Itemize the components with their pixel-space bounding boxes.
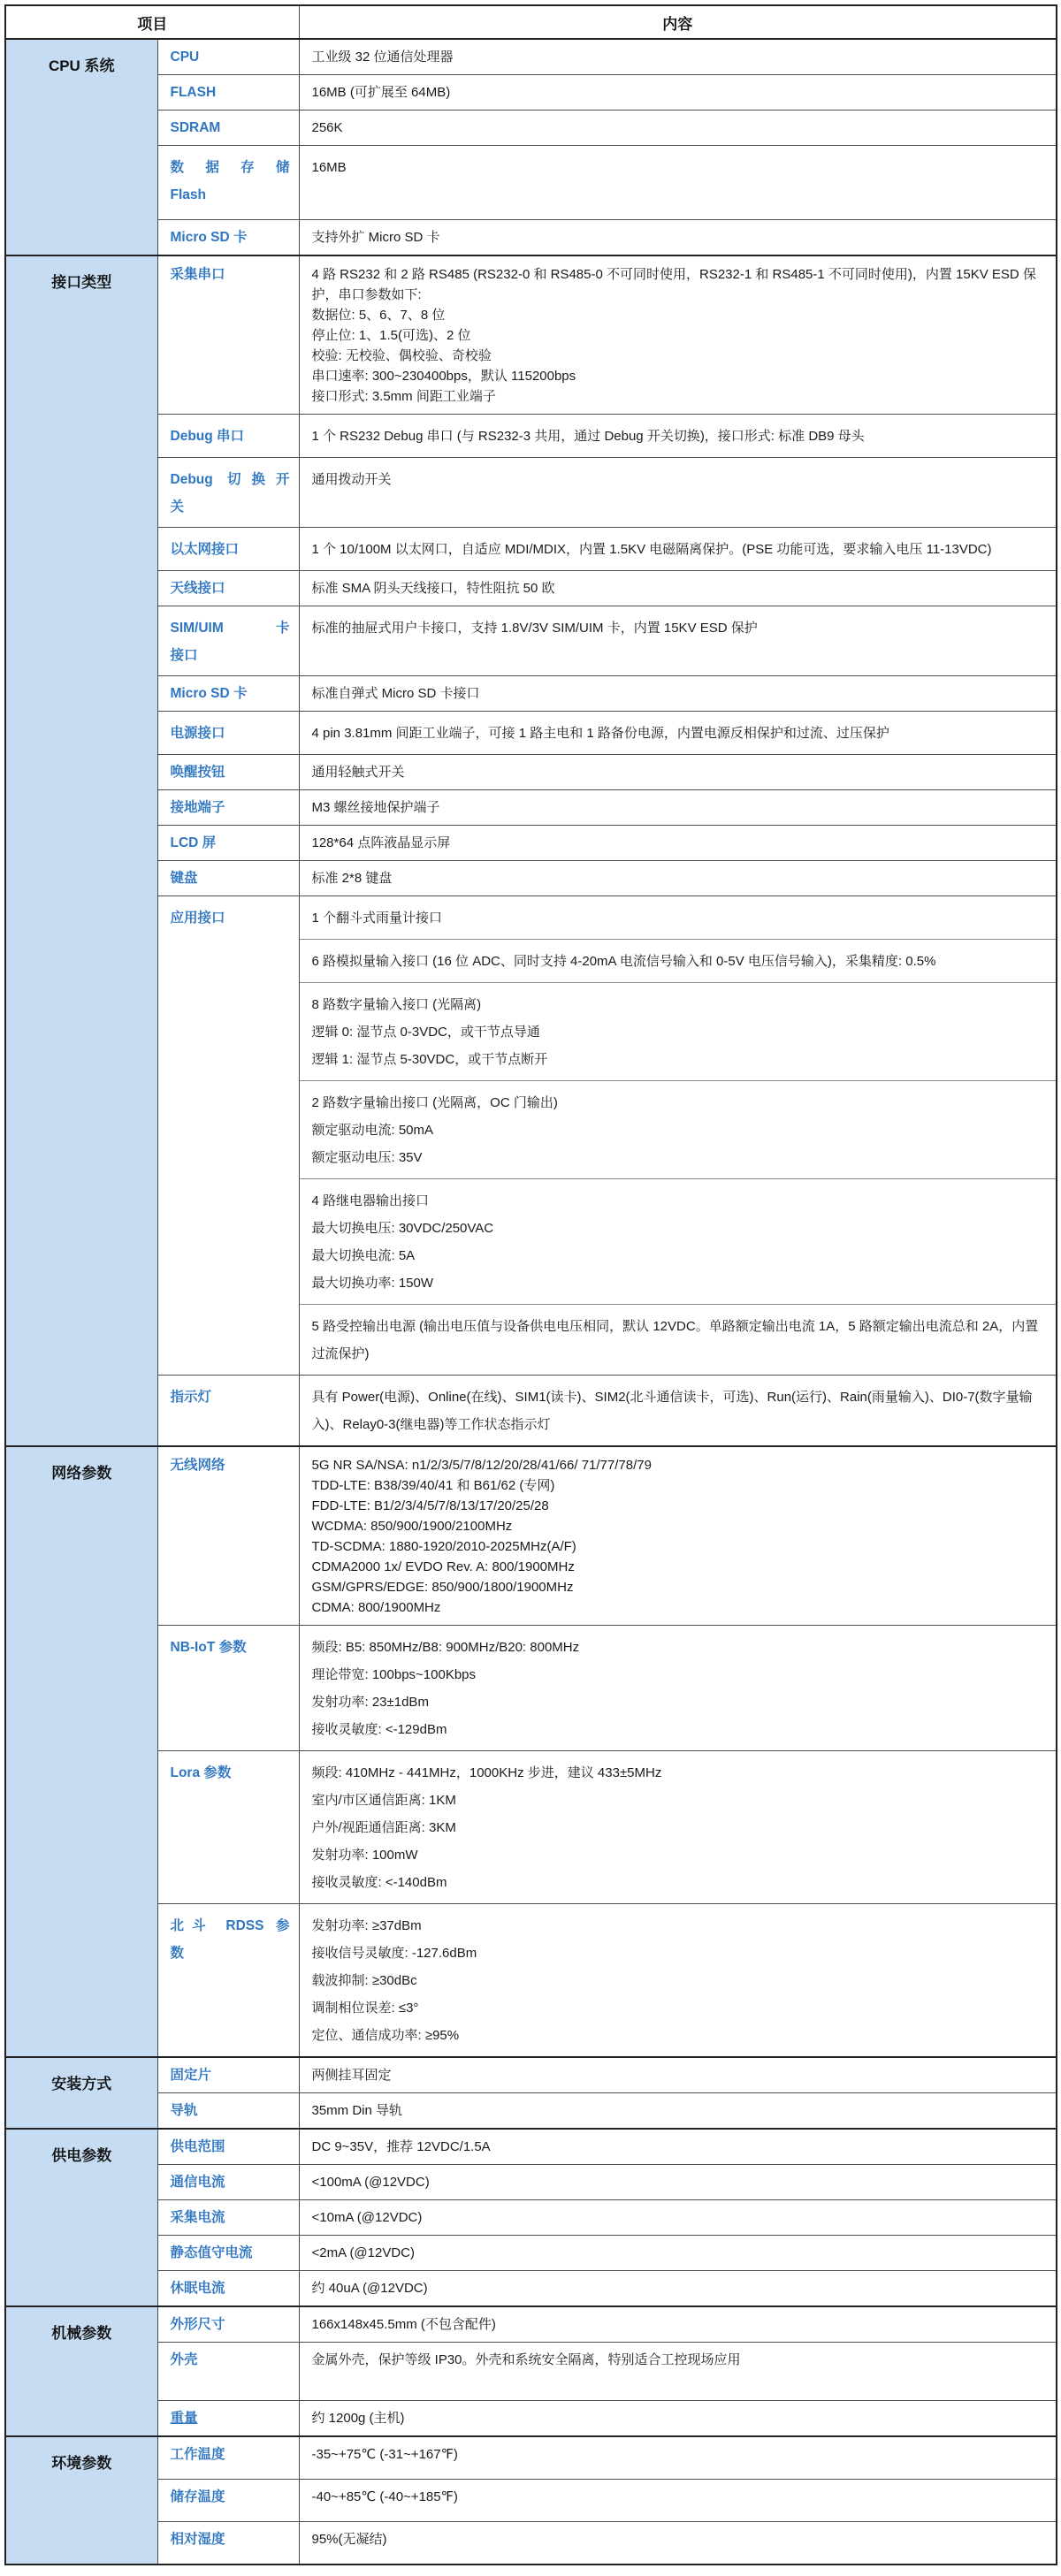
table-row [5, 111, 1057, 146]
table-row [5, 896, 1057, 940]
spec-label-text: 天线接口 [170, 581, 225, 596]
table-row [5, 2401, 1057, 2437]
spec-value [299, 1305, 1057, 1376]
spec-value-line: 接口形式: 3.5mm 间距工业端子 [311, 389, 496, 404]
spec-value [299, 2165, 1057, 2200]
spec-value-line: 35mm Din 导轨 [311, 2103, 403, 2118]
spec-value-line: 标准自弹式 Micro SD 卡接口 [311, 686, 480, 701]
spec-value-line: 标准的抽屉式用户卡接口，支持 1.8V/3V SIM/UIM 卡，内置 15KV ESD 保护 [311, 621, 758, 636]
table-row [5, 1751, 1057, 1904]
table-row [5, 255, 1057, 415]
spec-value-line: 频段: B5: 850MHz/B8: 900MHz/B20: 800MHz [311, 1640, 580, 1655]
spec-value [299, 111, 1057, 146]
spec-label [157, 606, 299, 676]
spec-value [299, 896, 1057, 940]
spec-label-text: 唤醒按钮 [170, 765, 225, 780]
table-row [5, 2165, 1057, 2200]
category-cell [5, 2306, 157, 2436]
spec-value [299, 790, 1057, 826]
spec-label-text: 键盘 [170, 871, 198, 886]
spec-value-line: 8 路数字量输入接口 (光隔离) [311, 997, 482, 1012]
spec-value-line: 128*64 点阵液晶显示屏 [311, 835, 451, 850]
spec-label-text: Debug 切换开 [170, 472, 290, 487]
spec-label [157, 2522, 299, 2565]
spec-label [157, 1626, 299, 1751]
spec-label-text: 储存温度 [170, 2489, 225, 2504]
spec-label [157, 2057, 299, 2093]
spec-value [299, 146, 1057, 220]
table-row [5, 2436, 1057, 2480]
spec-label-text: 接地端子 [170, 800, 225, 815]
spec-label-text: FLASH [170, 85, 217, 100]
spec-label-text: 工作温度 [170, 2447, 225, 2462]
spec-value-line: 6 路模拟量输入接口 (16 位 ADC、同时支持 4-20mA 电流信号输入和 0-5V 电压信号输入)，采集精度: 0.5% [311, 954, 936, 969]
spec-label-text: Debug 串口 [170, 429, 245, 444]
spec-value-line: 校验: 无校验、偶校验、奇校验 [311, 348, 492, 363]
spec-label-text: Flash [170, 187, 206, 202]
category-cell [5, 1446, 157, 2057]
table-row [5, 1376, 1057, 1447]
spec-value-line: 接收信号灵敏度: -127.6dBm [311, 1946, 477, 1961]
spec-value-line: 频段: 410MHz - 441MHz，1000KHz 步进，建议 433±5MHz [311, 1765, 662, 1780]
spec-value-line: 定位、通信成功率: ≥95% [311, 2028, 460, 2043]
spec-value-line: 4 路 RS232 和 2 路 RS485 (RS232-0 和 RS485-0 不可同时使用，RS232-1 和 RS485-1 不可同时使用)，内置 15KV ESD 保护，串口参数如下: [311, 267, 1036, 302]
spec-value [299, 415, 1057, 458]
table-row [5, 2236, 1057, 2271]
table-row [5, 2093, 1057, 2130]
spec-label-text: 通信电流 [170, 2175, 225, 2190]
spec-label-text: 北斗 RDSS 参 [170, 1918, 290, 1933]
table-row [5, 861, 1057, 896]
spec-label-text: 静态值守电流 [170, 2245, 253, 2260]
spec-label-text: 关 [170, 499, 185, 514]
spec-value-line: 支持外扩 Micro SD 卡 [311, 230, 440, 245]
spec-label [157, 1904, 299, 2058]
spec-value-line: WCDMA: 850/900/1900/2100MHz [311, 1519, 513, 1534]
spec-label-text: 数 [170, 1946, 185, 1961]
spec-value-line: 标准 2*8 键盘 [311, 871, 393, 886]
spec-value [299, 1904, 1057, 2058]
spec-value-line: 串口速率: 300~230400bps，默认 115200bps [311, 369, 576, 384]
spec-label [157, 111, 299, 146]
spec-value-line: 标准 SMA 阴头天线接口，特性阻抗 50 欧 [311, 581, 555, 596]
spec-value-line: 载波抑制: ≥30dBc [311, 1973, 417, 1988]
spec-value [299, 1751, 1057, 1904]
spec-value-line: 166x148x45.5mm (不包含配件) [311, 2317, 496, 2332]
spec-value [299, 2200, 1057, 2236]
spec-value-line: 接收灵敏度: <-129dBm [311, 1722, 447, 1737]
spec-label [157, 220, 299, 256]
category-cell [5, 2057, 157, 2129]
spec-value-line: 室内/市区通信距离: 1KM [311, 1793, 456, 1808]
spec-value [299, 2401, 1057, 2437]
spec-label [157, 2165, 299, 2200]
spec-label-text: Micro SD 卡 [170, 686, 248, 701]
table-row [5, 676, 1057, 712]
spec-label [157, 712, 299, 755]
header-cell-item: 项目 [5, 5, 299, 39]
table-row [5, 75, 1057, 111]
spec-label-text: 无线网络 [170, 1458, 225, 1473]
spec-label-text: 固定片 [170, 2068, 212, 2083]
spec-value [299, 1081, 1057, 1179]
spec-value [299, 458, 1057, 528]
spec-value [299, 676, 1057, 712]
spec-value [299, 755, 1057, 790]
table-row [5, 39, 1057, 75]
spec-value [299, 75, 1057, 111]
table-row [5, 790, 1057, 826]
table-row [5, 755, 1057, 790]
spec-label [157, 755, 299, 790]
spec-value-line: 逻辑 1: 湿节点 5-30VDC，或干节点断开 [311, 1052, 548, 1067]
spec-value-line: DC 9~35V，推荐 12VDC/1.5A [311, 2139, 491, 2154]
spec-value-line: <100mA (@12VDC) [311, 2175, 430, 2190]
table-row [5, 1626, 1057, 1751]
table-row [5, 2200, 1057, 2236]
spec-value-line: 95%(无凝结) [311, 2532, 387, 2547]
spec-value-line: 通用轻触式开关 [311, 765, 405, 780]
spec-value-line: 16MB [311, 160, 347, 175]
spec-value [299, 2343, 1057, 2401]
spec-label [157, 39, 299, 75]
spec-value-line: 通用拨动开关 [311, 472, 392, 487]
spec-value [299, 571, 1057, 606]
spec-label [157, 861, 299, 896]
spec-value-line: GSM/GPRS/EDGE: 850/900/1800/1900MHz [311, 1580, 574, 1595]
spec-value-line: <2mA (@12VDC) [311, 2245, 416, 2260]
spec-label [157, 1446, 299, 1626]
spec-label [157, 415, 299, 458]
spec-label [157, 2480, 299, 2522]
table-row [5, 2057, 1057, 2093]
spec-value [299, 2436, 1057, 2480]
table-row [5, 2271, 1057, 2307]
spec-value-line: -40~+85℃ (-40~+185℉) [311, 2489, 458, 2504]
table-row [5, 2306, 1057, 2343]
spec-table-body [5, 39, 1057, 2565]
category-cell [5, 2436, 157, 2565]
spec-value [299, 39, 1057, 75]
spec-label-text: CPU [170, 50, 200, 65]
spec-label [157, 676, 299, 712]
spec-value-line: TDD-LTE: B38/39/40/41 和 B61/62 (专网) [311, 1478, 555, 1493]
spec-label [157, 2236, 299, 2271]
spec-value-line: CDMA: 800/1900MHz [311, 1600, 441, 1615]
spec-label [157, 2129, 299, 2165]
spec-label [157, 75, 299, 111]
spec-value-line: 发射功率: 100mW [311, 1848, 418, 1863]
spec-label-text: Lora 参数 [170, 1765, 232, 1780]
spec-value [299, 2057, 1057, 2093]
spec-label-text: SDRAM [170, 120, 221, 135]
spec-value [299, 255, 1057, 415]
table-row [5, 528, 1057, 571]
spec-label [157, 2271, 299, 2307]
table-row [5, 2522, 1057, 2565]
spec-label [157, 2306, 299, 2343]
spec-label-text: 接口 [170, 648, 198, 663]
spec-label [157, 528, 299, 571]
spec-value-line: 逻辑 0: 湿节点 0-3VDC，或干节点导通 [311, 1025, 540, 1040]
spec-value-line: 4 pin 3.81mm 间距工业端子，可接 1 路主电和 1 路备份电源，内置电源反相保护和过流、过压保护 [311, 726, 889, 741]
spec-label [157, 790, 299, 826]
spec-value-line: 约 40uA (@12VDC) [311, 2281, 428, 2296]
spec-value-line: 金属外壳，保护等级 IP30。外壳和系统安全隔离，特别适合工控现场应用 [311, 2352, 741, 2367]
spec-value-line: 最大切换功率: 150W [311, 1276, 434, 1291]
spec-label [157, 826, 299, 861]
spec-label [157, 1376, 299, 1447]
category-label: 网络参数 [51, 1465, 112, 1482]
spec-value-line: M3 螺丝接地保护端子 [311, 800, 440, 815]
spec-label-text: SIM/UIM 卡 [170, 621, 290, 636]
spec-value-line: 16MB (可扩展至 64MB) [311, 85, 451, 100]
spec-value [299, 2480, 1057, 2522]
table-row [5, 2480, 1057, 2522]
spec-value [299, 2236, 1057, 2271]
category-label: 供电参数 [51, 2147, 112, 2164]
spec-label-text: 采集电流 [170, 2210, 225, 2225]
table-row [5, 826, 1057, 861]
table-row [5, 1904, 1057, 2058]
spec-value-line: 1 个 10/100M 以太网口，自适应 MDI/MDIX，内置 1.5KV 电磁隔离保护。(PSE 功能可选，要求输入电压 11-13VDC) [311, 542, 992, 557]
category-label: 机械参数 [51, 2325, 112, 2342]
spec-value [299, 1376, 1057, 1447]
category-cell [5, 39, 157, 255]
spec-label [157, 255, 299, 415]
spec-label-text: 采集串口 [170, 267, 225, 282]
spec-value [299, 712, 1057, 755]
spec-value [299, 826, 1057, 861]
header-cell-content: 内容 [299, 5, 1057, 39]
spec-value-line: 停止位: 1、1.5(可选)、2 位 [311, 328, 471, 343]
spec-label-text: 外壳 [170, 2352, 198, 2367]
spec-value [299, 1179, 1057, 1305]
spec-label-text: 休眠电流 [170, 2281, 225, 2296]
spec-value-line: FDD-LTE: B1/2/3/4/5/7/8/13/17/20/25/28 [311, 1498, 549, 1513]
table-row [5, 606, 1057, 676]
spec-value-line: CDMA2000 1x/ EVDO Rev. A: 800/1900MHz [311, 1559, 575, 1574]
spec-value-line: 额定驱动电压: 35V [311, 1150, 423, 1165]
spec-value-line: 调制相位误差: ≤3° [311, 2001, 419, 2016]
category-cell [5, 2129, 157, 2306]
spec-label-text: 电源接口 [170, 726, 225, 741]
table-row [5, 1446, 1057, 1626]
spec-value-line: 具有 Power(电源)、Online(在线)、SIM1(读卡)、SIM2(北斗通信读卡，可选)、Run(运行)、Rain(雨量输入)、DI0-7(数字量输入)、Relay0-3(继电器)等工作状态指示灯 [311, 1390, 1033, 1432]
spec-value-line: 最大切换电流: 5A [311, 1248, 416, 1263]
spec-value-line: 理论带宽: 100bps~100Kbps [311, 1667, 477, 1682]
spec-value-line: -35~+75℃ (-31~+167℉) [311, 2447, 458, 2462]
spec-label-text: LCD 屏 [170, 835, 217, 850]
table-row [5, 712, 1057, 755]
spec-value-line: 4 路继电器输出接口 [311, 1193, 430, 1208]
category-label: CPU 系统 [48, 57, 115, 74]
spec-value-line: 最大切换电压: 30VDC/250VAC [311, 1221, 494, 1236]
spec-label-text: 外形尺寸 [170, 2317, 225, 2332]
spec-value-line: 额定驱动电流: 50mA [311, 1123, 434, 1138]
spec-value [299, 983, 1057, 1081]
spec-value-line: 2 路数字量输出接口 (光隔离，OC 门输出) [311, 1095, 558, 1110]
spec-value [299, 1446, 1057, 1626]
spec-value [299, 2129, 1057, 2165]
spec-label [157, 2401, 299, 2437]
spec-label [157, 2343, 299, 2401]
spec-label [157, 2436, 299, 2480]
spec-label-text: 重量 [170, 2411, 198, 2426]
spec-value-line: TD-SCDMA: 1880-1920/2010-2025MHz(A/F) [311, 1539, 576, 1554]
table-row [5, 458, 1057, 528]
spec-value [299, 2306, 1057, 2343]
table-row [5, 220, 1057, 256]
spec-value [299, 2522, 1057, 2565]
category-label: 接口类型 [51, 274, 112, 291]
spec-label [157, 571, 299, 606]
table-row [5, 2129, 1057, 2165]
spec-label-text: NB-IoT 参数 [170, 1640, 247, 1655]
spec-value-line: 工业级 32 位通信处理器 [311, 50, 454, 65]
table-row [5, 146, 1057, 220]
spec-label-text: 相对湿度 [170, 2532, 225, 2547]
spec-value-line: 5G NR SA/NSA: n1/2/3/5/7/8/12/20/28/41/66/ 71/77/78/79 [311, 1458, 652, 1473]
spec-label [157, 1751, 299, 1904]
spec-value-line: 数据位: 5、6、7、8 位 [311, 308, 446, 323]
spec-value-line: 1 个 RS232 Debug 串口 (与 RS232-3 共用，通过 Debug 开关切换)，接口形式: 标准 DB9 母头 [311, 429, 865, 444]
spec-label-text: 指示灯 [170, 1390, 212, 1405]
table-row [5, 571, 1057, 606]
spec-value-line: 接收灵敏度: <-140dBm [311, 1875, 447, 1890]
spec-value [299, 2093, 1057, 2130]
spec-value-line: 256K [311, 120, 343, 135]
spec-table [4, 4, 1057, 2565]
spec-value-line: 发射功率: ≥37dBm [311, 1918, 422, 1933]
spec-label-text: 以太网接口 [170, 542, 240, 557]
category-cell [5, 255, 157, 1446]
spec-label [157, 2200, 299, 2236]
spec-label-text: 导轨 [170, 2103, 198, 2118]
spec-label [157, 896, 299, 1376]
spec-value [299, 1626, 1057, 1751]
spec-value [299, 940, 1057, 983]
spec-value [299, 2271, 1057, 2307]
spec-value [299, 861, 1057, 896]
spec-label-text: 供电范围 [170, 2139, 225, 2154]
spec-label [157, 458, 299, 528]
header-row [5, 5, 1057, 39]
spec-value-line: <10mA (@12VDC) [311, 2210, 423, 2225]
spec-value [299, 606, 1057, 676]
spec-label-text: 应用接口 [170, 911, 225, 926]
spec-label-text: 数 据 存 储 [170, 160, 290, 175]
spec-label-text: Micro SD 卡 [170, 230, 248, 245]
spec-label [157, 146, 299, 220]
spec-value [299, 220, 1057, 256]
spec-label [157, 2093, 299, 2130]
spec-value-line: 1 个翻斗式雨量计接口 [311, 911, 443, 926]
category-label: 环境参数 [51, 2455, 112, 2472]
spec-value-line: 两侧挂耳固定 [311, 2068, 392, 2083]
spec-value-line: 户外/视距通信距离: 3KM [311, 1820, 456, 1835]
spec-value-line: 发射功率: 23±1dBm [311, 1695, 429, 1710]
table-row [5, 2343, 1057, 2401]
spec-value-line: 5 路受控输出电源 (输出电压值与设备供电电压相同，默认 12VDC。单路额定输出电流 1A，5 路额定输出电流总和 2A，内置过流保护) [311, 1319, 1039, 1361]
table-row [5, 415, 1057, 458]
category-label: 安装方式 [51, 2076, 112, 2092]
spec-value [299, 528, 1057, 571]
spec-value-line: 约 1200g (主机) [311, 2411, 405, 2426]
